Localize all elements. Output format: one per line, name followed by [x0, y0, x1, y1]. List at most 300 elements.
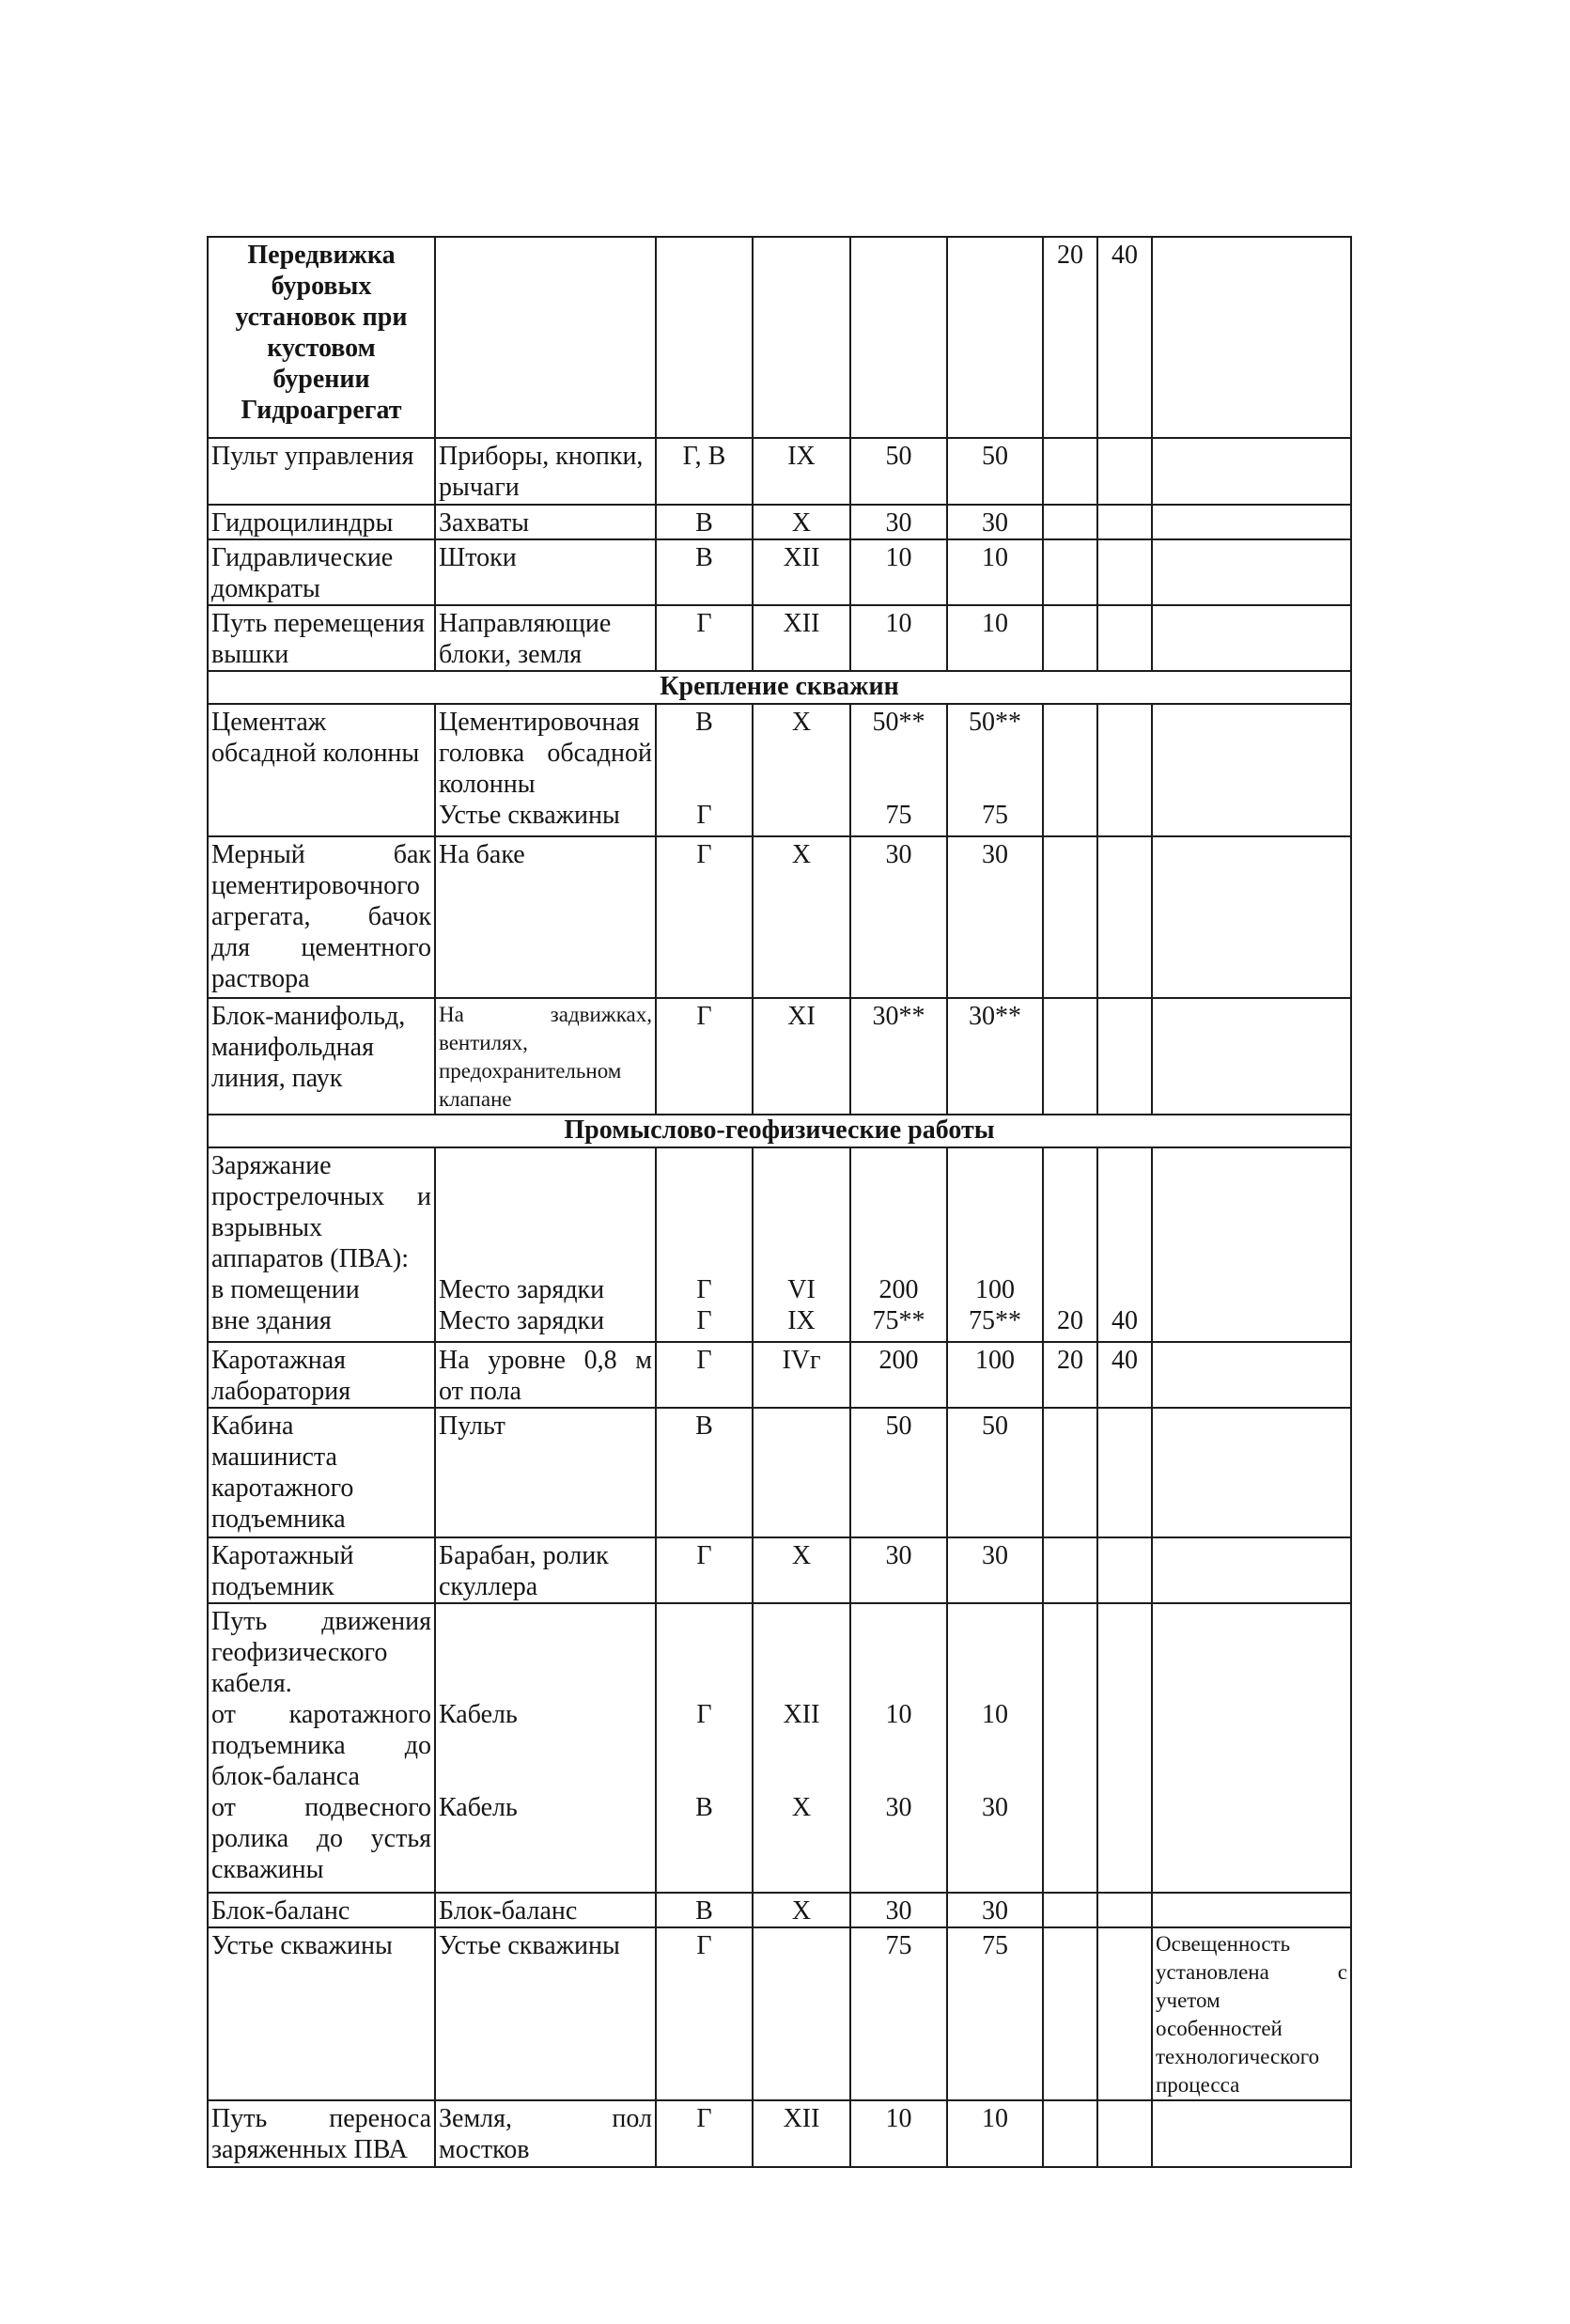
cell-illuminance-1 — [850, 505, 947, 539]
cell-line: 10 — [885, 2104, 912, 2133]
cell-category — [753, 605, 850, 671]
cell-line: Цементаж — [211, 708, 327, 737]
cell-surface — [435, 836, 656, 998]
cell-line: линия, паук — [211, 1064, 343, 1093]
cell-line: XII — [783, 609, 820, 638]
cell-line: 10 — [982, 2104, 1008, 2133]
blank-line — [854, 769, 943, 800]
cell-illuminance-1 — [850, 1147, 947, 1342]
cell-line: рычаги — [439, 473, 520, 502]
cell-line: Устье скважины — [439, 1931, 620, 1960]
cell-note — [1152, 1603, 1351, 1893]
blank-line — [660, 1761, 749, 1792]
cell-category — [753, 505, 850, 539]
blank-line — [854, 1761, 943, 1792]
cell-line: Гидравлические — [211, 543, 394, 572]
blank-line — [439, 1212, 652, 1243]
blank-line — [1101, 1274, 1148, 1305]
cell-plane — [656, 438, 753, 505]
blank-line — [951, 1761, 1039, 1792]
cell-plane — [656, 505, 753, 539]
cell-line: мостков — [439, 2135, 530, 2164]
cell-note — [1152, 2100, 1351, 2167]
cell-glare-index — [1043, 237, 1097, 438]
cell-line: Блок-баланс — [211, 1896, 350, 1926]
cell-line: лаборатория — [211, 1377, 351, 1406]
blank-line — [951, 1730, 1039, 1761]
cell-surface — [435, 1342, 656, 1408]
blank-line — [1101, 1181, 1148, 1212]
cell-line: 30 — [982, 1541, 1008, 1570]
cell-category — [753, 1537, 850, 1603]
cell-object — [208, 704, 435, 836]
cell-line: машиниста — [211, 1443, 337, 1472]
cell-line: В — [695, 1896, 713, 1926]
cell-pulsation — [1097, 1927, 1152, 2100]
blank-line — [660, 1150, 749, 1181]
cell-line: 75** — [969, 1306, 1021, 1335]
blank-line — [951, 1212, 1039, 1243]
cell-line: Мерный бак — [211, 840, 431, 869]
cell-glare-index — [1043, 704, 1097, 836]
cell-line: подъемник — [211, 1572, 334, 1601]
cell-line: предохранительном — [439, 1059, 622, 1083]
cell-illuminance-1 — [850, 1537, 947, 1603]
cell-line: 50 — [982, 1412, 1008, 1441]
cell-surface — [435, 539, 656, 605]
cell-surface — [435, 704, 656, 836]
cell-line: от подвесного — [211, 1793, 431, 1822]
cell-pulsation — [1097, 237, 1152, 438]
cell-line: Передвижка — [247, 241, 396, 270]
cell-pulsation — [1097, 998, 1152, 1115]
cell-object — [208, 1147, 435, 1342]
cell-line: Г — [696, 2104, 712, 2133]
cell-illuminance-1 — [850, 836, 947, 998]
cell-category — [753, 438, 850, 505]
table-row — [208, 704, 1351, 836]
blank-line — [1047, 1150, 1094, 1181]
cell-illuminance-2 — [947, 2100, 1043, 2167]
cell-line: XII — [783, 2104, 820, 2133]
cell-line: Гидроагрегат — [241, 396, 402, 425]
cell-line: 50 — [982, 442, 1008, 471]
cell-line: Штоки — [439, 543, 517, 572]
blank-line — [660, 1243, 749, 1274]
cell-pulsation — [1097, 704, 1152, 836]
cell-surface — [435, 505, 656, 539]
cell-plane — [656, 1603, 753, 1893]
cell-line: 30 — [885, 1541, 912, 1570]
blank-line — [1101, 1150, 1148, 1181]
blank-line — [854, 1606, 943, 1637]
cell-glare-index — [1043, 438, 1097, 505]
cell-category — [753, 1603, 850, 1893]
cell-line: Г — [696, 1002, 712, 1031]
cell-line: 10 — [982, 609, 1008, 638]
cell-line: 20 — [1057, 241, 1083, 270]
cell-line: 10 — [885, 1700, 912, 1729]
cell-illuminance-1 — [850, 1408, 947, 1537]
blank-line — [951, 1606, 1039, 1637]
cell-object — [208, 1342, 435, 1408]
blank-line — [660, 1668, 749, 1699]
cell-line: В — [695, 1793, 713, 1822]
cell-note — [1152, 704, 1351, 836]
blank-line — [756, 1730, 847, 1761]
cell-note — [1152, 1537, 1351, 1603]
cell-note — [1152, 1342, 1351, 1408]
cell-line: 30 — [982, 840, 1008, 869]
cell-pulsation — [1097, 1537, 1152, 1603]
cell-line: IVг — [782, 1346, 821, 1375]
blank-line — [951, 1150, 1039, 1181]
cell-category — [753, 539, 850, 605]
cell-line: X — [791, 1541, 812, 1570]
cell-category — [753, 998, 850, 1115]
blank-line — [951, 1243, 1039, 1274]
cell-surface — [435, 1537, 656, 1603]
cell-line: клапане — [439, 1087, 512, 1111]
table-row — [208, 836, 1351, 998]
cell-pulsation — [1097, 1408, 1152, 1537]
cell-line: Путь перемещения — [211, 609, 426, 638]
cell-line: 30 — [885, 1793, 912, 1822]
cell-note — [1152, 998, 1351, 1115]
cell-surface — [435, 1603, 656, 1893]
cell-object — [208, 1893, 435, 1927]
cell-line: Освещенность — [1156, 1932, 1291, 1956]
cell-line: Кабина — [211, 1412, 294, 1441]
cell-surface — [435, 605, 656, 671]
cell-line: Г — [696, 840, 712, 869]
cell-glare-index — [1043, 1603, 1097, 1893]
cell-line: агрегата, бачок — [211, 902, 431, 931]
cell-glare-index — [1043, 1342, 1097, 1408]
blank-line — [660, 1212, 749, 1243]
cell-line: технологического — [1156, 2045, 1320, 2068]
cell-pulsation — [1097, 836, 1152, 998]
cell-line: Г — [696, 609, 712, 638]
cell-line: ролика до устья — [211, 1824, 431, 1853]
cell-illuminance-2 — [947, 998, 1043, 1115]
table-row — [208, 1893, 1351, 1927]
cell-object — [208, 1408, 435, 1537]
cell-line: манифольдная — [211, 1033, 374, 1062]
cell-line: В — [695, 1412, 713, 1441]
cell-line: Блок-баланс — [439, 1896, 578, 1926]
cell-line: Путь переноса — [211, 2104, 431, 2133]
cell-note — [1152, 1408, 1351, 1537]
cell-line: Гидроцилиндры — [211, 508, 394, 538]
cell-glare-index — [1043, 998, 1097, 1115]
blank-line — [660, 738, 749, 769]
cell-line: 30 — [982, 508, 1008, 538]
cell-line: 40 — [1111, 1306, 1138, 1335]
cell-category — [753, 1408, 850, 1537]
table-row — [208, 1927, 1351, 2100]
cell-note — [1152, 539, 1351, 605]
blank-line — [756, 1243, 847, 1274]
cell-line: каротажного — [211, 1474, 354, 1503]
cell-line: вышки — [211, 640, 289, 669]
cell-line: Земля, пол — [439, 2104, 652, 2133]
cell-line: X — [791, 840, 812, 869]
cell-illuminance-1 — [850, 998, 947, 1115]
cell-object — [208, 505, 435, 539]
cell-line: 50 — [885, 442, 912, 471]
table-row — [208, 438, 1351, 505]
cell-note — [1152, 438, 1351, 505]
blank-line — [1047, 1181, 1094, 1212]
cell-surface — [435, 438, 656, 505]
blank-line — [660, 1730, 749, 1761]
cell-illuminance-2 — [947, 1537, 1043, 1603]
table-row — [208, 1603, 1351, 1893]
cell-line: XI — [787, 1002, 816, 1031]
cell-illuminance-1 — [850, 1603, 947, 1893]
blank-line — [439, 1181, 652, 1212]
blank-line — [439, 1243, 652, 1274]
blank-line — [951, 1668, 1039, 1699]
cell-line: установок при — [235, 303, 408, 332]
table-row — [208, 505, 1351, 539]
cell-line: Г — [696, 1306, 712, 1335]
blank-line — [854, 1730, 943, 1761]
cell-line: 75** — [872, 1306, 925, 1335]
cell-illuminance-2 — [947, 836, 1043, 998]
blank-line — [951, 1181, 1039, 1212]
cell-line: особенностей — [1156, 2017, 1282, 2040]
cell-line: 30 — [982, 1793, 1008, 1822]
cell-line: 20 — [1057, 1346, 1083, 1375]
cell-line: 40 — [1111, 1346, 1138, 1375]
cell-illuminance-1 — [850, 539, 947, 605]
cell-line: Цементировочная — [439, 708, 640, 737]
cell-surface — [435, 1893, 656, 1927]
cell-plane — [656, 1342, 753, 1408]
cell-glare-index — [1043, 1147, 1097, 1342]
cell-line: бурении — [272, 365, 370, 394]
cell-line: скуллера — [439, 1572, 538, 1601]
cell-pulsation — [1097, 605, 1152, 671]
cell-line: Устье скважины — [211, 1931, 393, 1960]
blank-line — [660, 1606, 749, 1637]
cell-line: 30** — [969, 1002, 1021, 1031]
cell-line: от пола — [439, 1377, 521, 1406]
cell-line: XII — [783, 543, 820, 572]
cell-line: Приборы, кнопки, — [439, 442, 644, 471]
cell-line: цементировочного — [211, 871, 420, 900]
cell-plane — [656, 237, 753, 438]
table-row — [208, 237, 1351, 438]
cell-line: Кабель — [439, 1793, 518, 1822]
cell-line: Г — [696, 1700, 712, 1729]
cell-category — [753, 836, 850, 998]
cell-line: колонны — [439, 770, 536, 799]
cell-line: Каротажный — [211, 1541, 354, 1570]
cell-glare-index — [1043, 2100, 1097, 2167]
cell-line: вентилях, — [439, 1031, 528, 1054]
cell-illuminance-2 — [947, 1408, 1043, 1537]
blank-line — [1047, 1243, 1094, 1274]
cell-line: блок-баланса — [211, 1762, 360, 1791]
blank-line — [951, 769, 1039, 800]
cell-line: прострелочных и — [211, 1182, 431, 1211]
cell-illuminance-2 — [947, 237, 1043, 438]
cell-surface — [435, 2100, 656, 2167]
table-row — [208, 539, 1351, 605]
cell-surface — [435, 1147, 656, 1342]
cell-illuminance-1 — [850, 438, 947, 505]
cell-plane — [656, 998, 753, 1115]
cell-line: 75 — [885, 1931, 912, 1960]
cell-line: Пульт — [439, 1412, 505, 1441]
cell-line: раствора — [211, 964, 310, 993]
cell-line: X — [791, 1896, 812, 1926]
cell-surface — [435, 998, 656, 1115]
cell-illuminance-2 — [947, 1927, 1043, 2100]
cell-object — [208, 1927, 435, 2100]
cell-line: 100 — [975, 1346, 1015, 1375]
blank-line — [1047, 1274, 1094, 1305]
section-title: Промыслово-геофизические работы — [208, 1115, 1351, 1147]
cell-line: Место зарядки — [439, 1275, 605, 1304]
cell-line: Путь движения — [211, 1607, 431, 1636]
cell-plane — [656, 1893, 753, 1927]
blank-line — [660, 1181, 749, 1212]
cell-pulsation — [1097, 1342, 1152, 1408]
cell-line: блоки, земля — [439, 640, 583, 669]
blank-line — [854, 738, 943, 769]
cell-illuminance-2 — [947, 704, 1043, 836]
cell-line: XII — [783, 1700, 820, 1729]
cell-category — [753, 237, 850, 438]
cell-note — [1152, 505, 1351, 539]
cell-line: 75 — [885, 801, 912, 830]
blank-line — [439, 1668, 652, 1699]
cell-pulsation — [1097, 438, 1152, 505]
section-row — [208, 1115, 1351, 1147]
cell-line: IX — [787, 1306, 816, 1335]
cell-plane — [656, 1147, 753, 1342]
table-row — [208, 605, 1351, 671]
lighting-norms-table — [207, 236, 1352, 2168]
blank-line — [439, 1606, 652, 1637]
cell-category — [753, 704, 850, 836]
cell-line: Г — [696, 1541, 712, 1570]
cell-illuminance-1 — [850, 605, 947, 671]
blank-line — [439, 1150, 652, 1181]
cell-glare-index — [1043, 1927, 1097, 2100]
cell-glare-index — [1043, 605, 1097, 671]
cell-line: 30 — [885, 1896, 912, 1926]
cell-illuminance-2 — [947, 539, 1043, 605]
cell-note — [1152, 605, 1351, 671]
blank-line — [951, 738, 1039, 769]
cell-plane — [656, 539, 753, 605]
cell-plane — [656, 2100, 753, 2167]
cell-illuminance-2 — [947, 605, 1043, 671]
cell-category — [753, 1147, 850, 1342]
cell-line: Каротажная — [211, 1346, 347, 1375]
cell-object — [208, 1537, 435, 1603]
cell-illuminance-2 — [947, 505, 1043, 539]
blank-line — [439, 1730, 652, 1761]
cell-illuminance-2 — [947, 1342, 1043, 1408]
cell-object — [208, 539, 435, 605]
cell-illuminance-1 — [850, 1342, 947, 1408]
cell-line: домкраты — [211, 574, 320, 603]
cell-line: заряженных ПВА — [211, 2135, 408, 2164]
cell-note — [1152, 1147, 1351, 1342]
cell-plane — [656, 1537, 753, 1603]
cell-line: подъемника — [211, 1505, 346, 1534]
cell-line: для цементного — [211, 933, 431, 962]
cell-illuminance-2 — [947, 1893, 1043, 1927]
blank-line — [439, 1761, 652, 1792]
cell-line: На задвижках, — [439, 1003, 652, 1026]
cell-line: Кабель — [439, 1700, 518, 1729]
cell-line: скважины — [211, 1855, 324, 1884]
cell-line: VI — [787, 1275, 816, 1304]
cell-object — [208, 998, 435, 1115]
cell-glare-index — [1043, 1408, 1097, 1537]
cell-line: кабеля. — [211, 1669, 292, 1698]
cell-line: 10 — [885, 543, 912, 572]
blank-line — [1101, 1212, 1148, 1243]
cell-line: Барабан, ролик — [439, 1541, 609, 1570]
cell-note — [1152, 1893, 1351, 1927]
cell-line: 40 — [1111, 241, 1138, 270]
cell-glare-index — [1043, 836, 1097, 998]
table-row — [208, 1342, 1351, 1408]
cell-line: 100 — [975, 1275, 1015, 1304]
cell-line: На баке — [439, 840, 525, 869]
cell-category — [753, 2100, 850, 2167]
blank-line — [756, 1637, 847, 1668]
blank-line — [854, 1243, 943, 1274]
cell-line: Г — [696, 801, 712, 830]
blank-line — [660, 1637, 749, 1668]
table-row — [208, 1147, 1351, 1342]
cell-line: Г, В — [682, 442, 726, 471]
cell-line: X — [791, 508, 812, 538]
cell-line: 30 — [885, 840, 912, 869]
cell-line: 30 — [982, 1896, 1008, 1926]
cell-line: Захваты — [439, 508, 530, 538]
blank-line — [854, 1150, 943, 1181]
cell-line: кустовом — [267, 334, 376, 363]
cell-pulsation — [1097, 505, 1152, 539]
blank-line — [756, 1668, 847, 1699]
cell-line: 200 — [878, 1275, 919, 1304]
cell-line: 200 — [878, 1346, 919, 1375]
cell-line: В — [695, 543, 713, 572]
cell-illuminance-2 — [947, 1147, 1043, 1342]
cell-object — [208, 605, 435, 671]
cell-pulsation — [1097, 1147, 1152, 1342]
cell-line: Г — [696, 1346, 712, 1375]
cell-illuminance-1 — [850, 704, 947, 836]
cell-line: Г — [696, 1275, 712, 1304]
cell-plane — [656, 704, 753, 836]
cell-category — [753, 1927, 850, 2100]
cell-line: в помещении — [211, 1275, 360, 1304]
blank-line — [1101, 1243, 1148, 1274]
cell-line: 75 — [982, 801, 1008, 830]
blank-line — [439, 1637, 652, 1668]
